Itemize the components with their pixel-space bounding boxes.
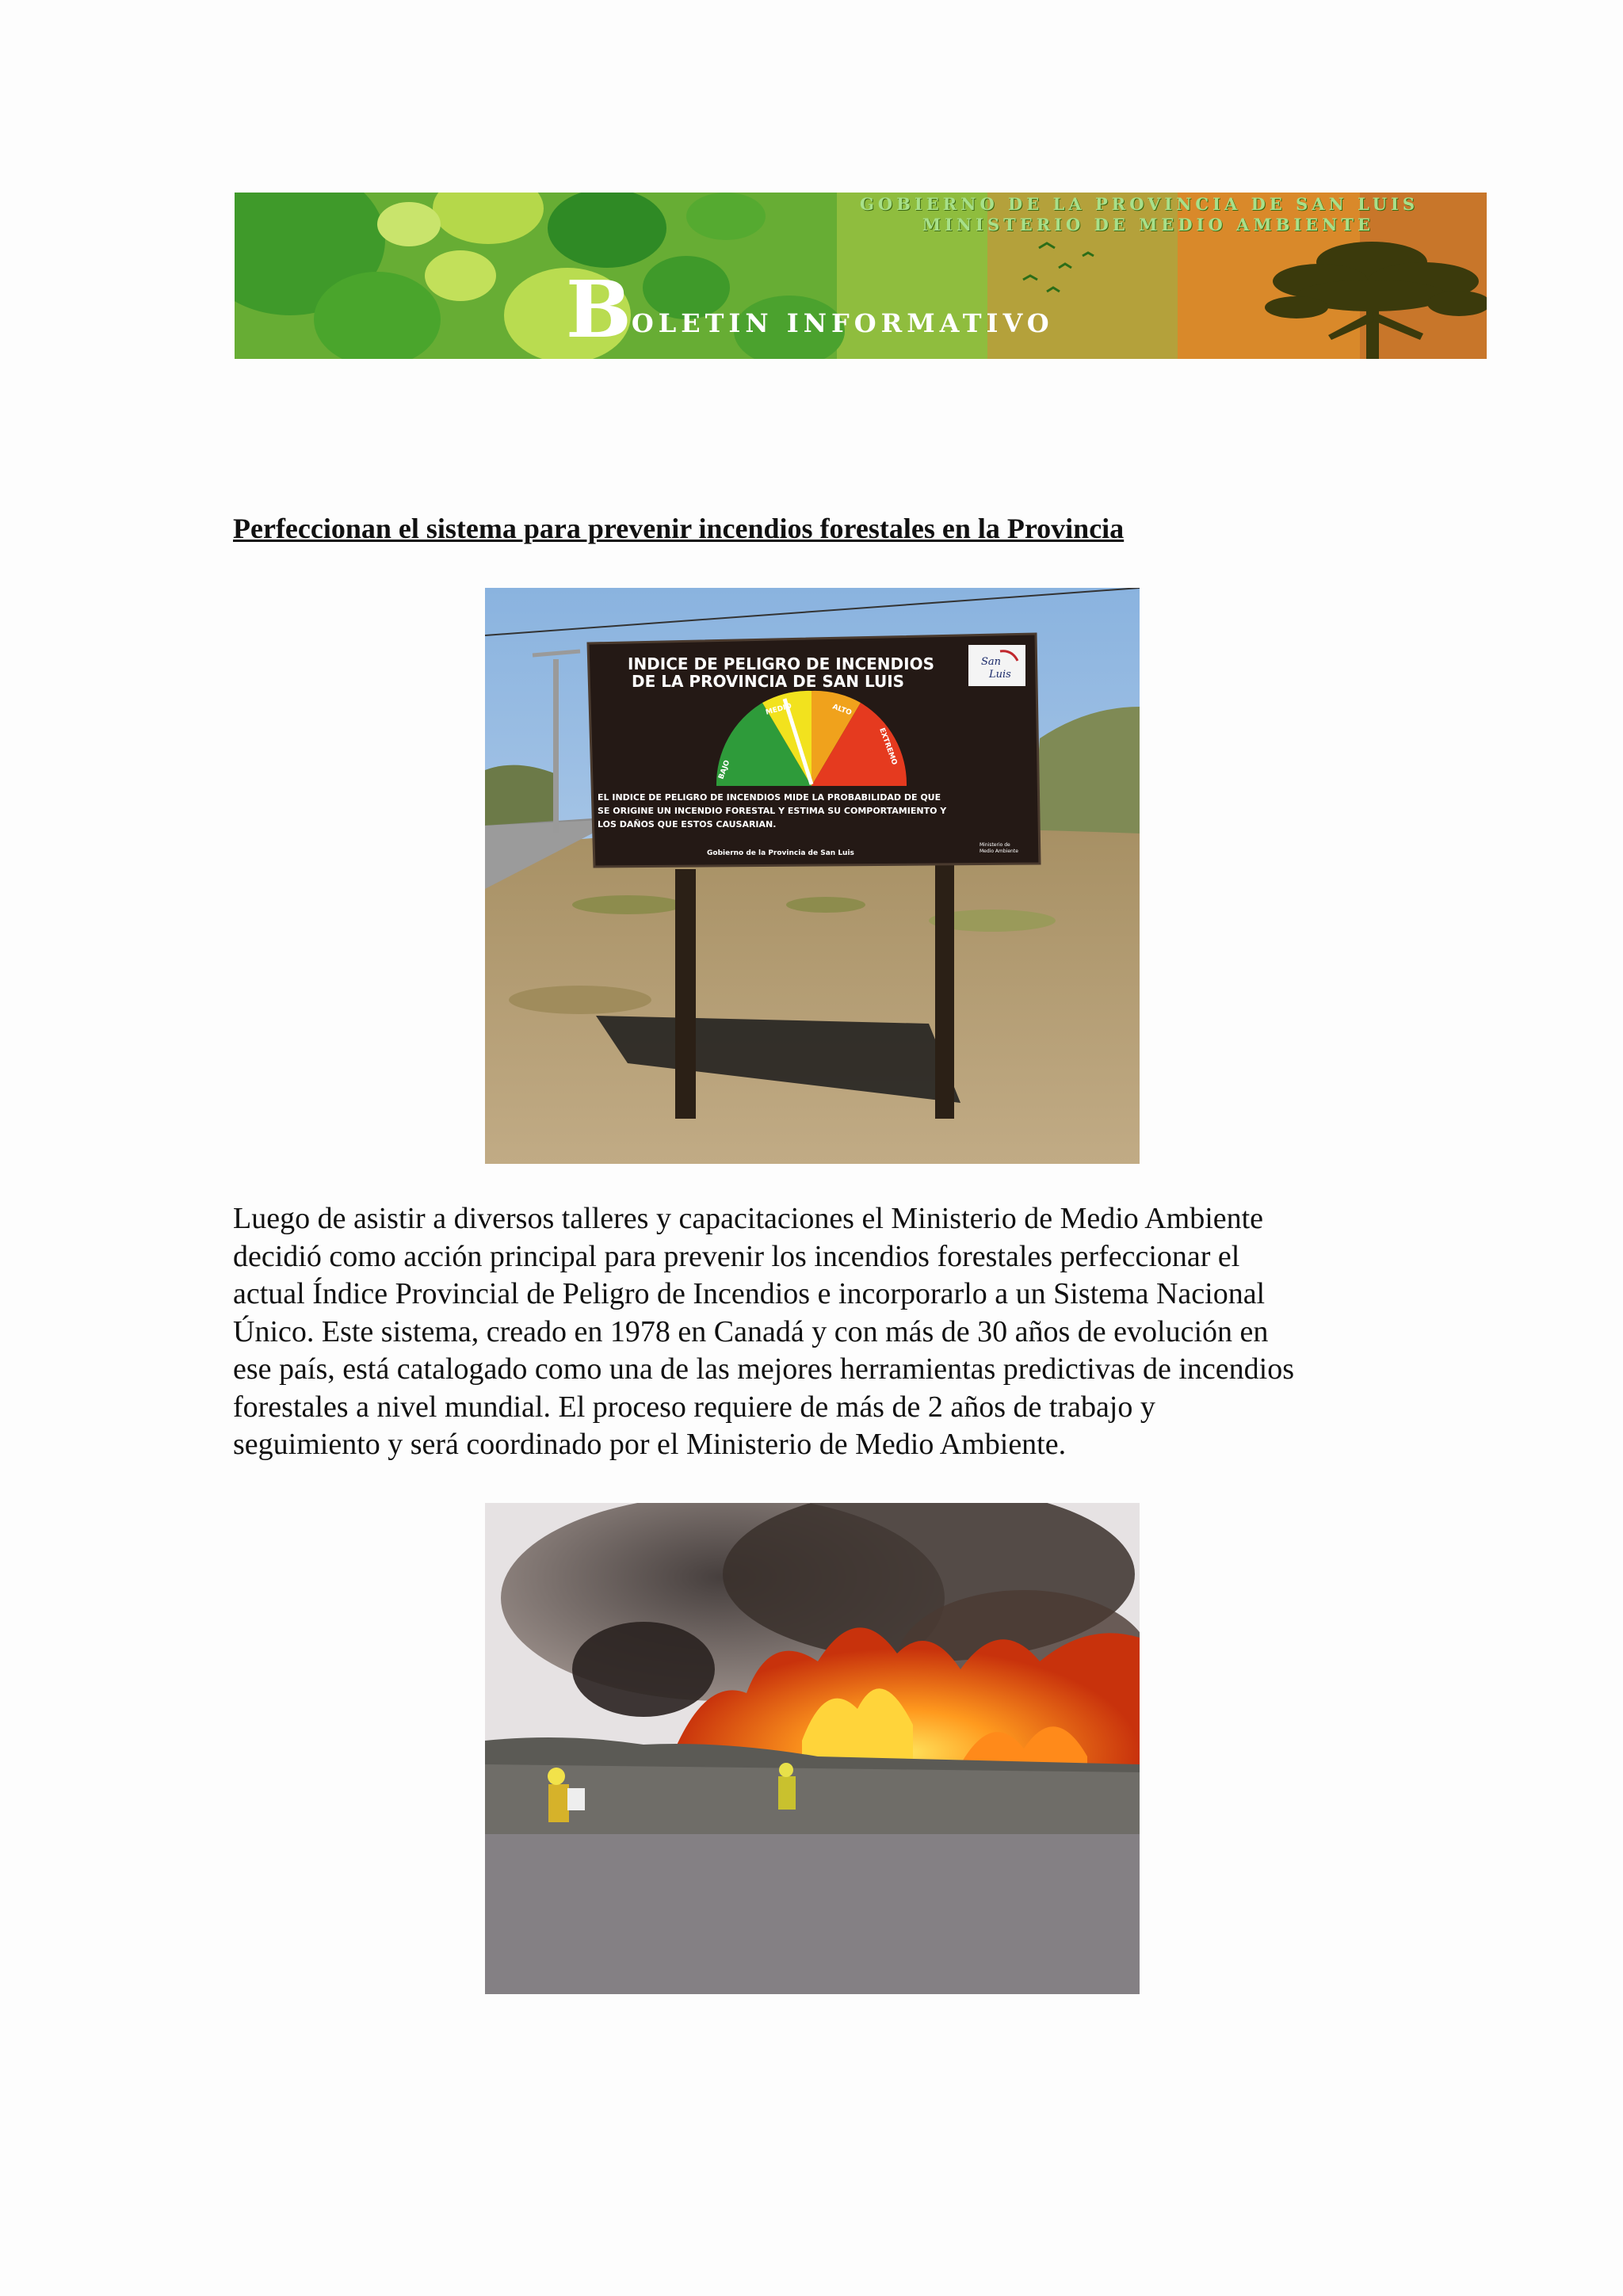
body-line: Único. Este sistema, creado en 1978 en Canadá y con más de 30 años de evolución en <box>233 1314 1269 1348</box>
firefighter-figure <box>778 1763 796 1810</box>
sign-text-line2: SE ORIGINE UN INCENDIO FORESTAL Y ESTIMA SU COMPORTAMIENTO Y <box>598 806 947 816</box>
sign-ministry-line1: Ministerio de <box>980 842 1010 848</box>
gauge-label-high: ALTO <box>831 703 853 718</box>
body-line: decidió como acción principal para prevenir los incendios forestales perfeccionar el <box>233 1239 1240 1273</box>
banner-title <box>566 265 1054 356</box>
banner-gov-line1: GOBIERNO DE LA PROVINCIA DE SAN LUIS <box>860 194 1419 214</box>
banner-gov-line2: MINISTERIO DE MEDIO AMBIENTE <box>922 215 1374 235</box>
body-line: ese país, está catalogado como una de las mejores herramientas predictivas de incendios <box>233 1352 1294 1386</box>
gauge-label-low: BAJO <box>717 759 732 781</box>
banner-title-initial: B <box>566 265 632 356</box>
gauge-label-medium: MEDIO <box>765 702 793 717</box>
sign-text-line3: LOS DAÑOS QUE ESTOS CAUSARIAN. <box>598 819 777 830</box>
bulletin-banner <box>235 193 1487 359</box>
body-line: Luego de asistir a diversos talleres y capacitaciones el Ministerio de Medio Ambiente <box>233 1202 1264 1235</box>
sign-text-line1: EL INDICE DE PELIGRO DE INCENDIOS MIDE LA PROBABILIDAD DE QUE <box>598 792 941 803</box>
body-line: forestales a nivel mundial. El proceso requiere de más de 2 años de trabajo y <box>233 1390 1155 1424</box>
sign-logo-line2: Luis <box>989 669 1011 681</box>
sign-ministry-line2: Medio Ambiente <box>980 849 1018 854</box>
sign-title-line2: DE LA PROVINCIA DE SAN LUIS <box>632 672 905 691</box>
wildfire-photo <box>485 1503 1140 1994</box>
article-body <box>233 1200 1438 1464</box>
gauge-label-extreme: EXTREMO <box>877 727 899 766</box>
svg-text:INDICE DE PELIGRO DE INCENDIOS <box>628 654 939 691</box>
body-line: actual Índice Provincial de Peligro de Incendios e incorporarlo a un Sistema Nacional <box>233 1277 1266 1310</box>
sign-footer: Gobierno de la Provincia de San Luis <box>707 849 854 857</box>
sign-title-line1: INDICE DE PELIGRO DE INCENDIOS <box>628 654 934 673</box>
fire-danger-sign-photo <box>485 588 1140 1164</box>
sign-logo-line1: San <box>981 656 1002 668</box>
body-line: seguimiento y será coordinado por el Ministerio de Medio Ambiente. <box>233 1428 1067 1461</box>
banner-government-text <box>816 193 1419 235</box>
article-headline: Perfeccionan el sistema para prevenir incendios forestales en la Provincia <box>233 513 1125 544</box>
banner-title-rest: OLETIN INFORMATIVO <box>631 308 1054 338</box>
